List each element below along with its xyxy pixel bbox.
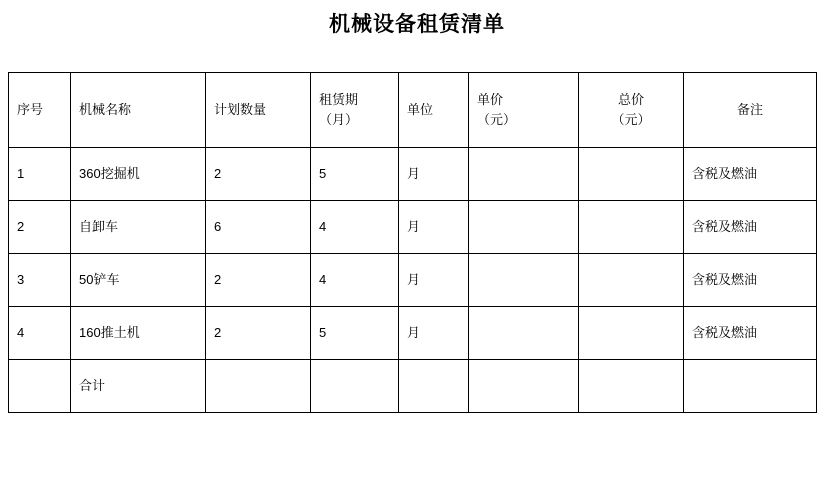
column-header-unit-price: [469, 73, 579, 148]
cell-unit: 月: [399, 307, 469, 360]
cell-total-unit: [399, 360, 469, 413]
cell-remark: 含税及燃油: [684, 254, 817, 307]
cell-index: 2: [9, 201, 71, 254]
column-header-name: [71, 73, 206, 148]
cell-name: 50铲车: [71, 254, 206, 307]
cell-index: 1: [9, 148, 71, 201]
cell-total-quantity: [206, 360, 311, 413]
column-header-unit-price-line2: （元）: [477, 112, 517, 127]
column-header-index-line1: 序号: [17, 102, 44, 117]
column-header-unit-price-line1: 单价: [477, 92, 504, 107]
cell-total-label: 合计: [71, 360, 206, 413]
document-page: [0, 10, 834, 477]
column-header-total-price: [579, 73, 684, 148]
cell-total-price: [579, 201, 684, 254]
cell-unit: 月: [399, 148, 469, 201]
cell-unit-price: [469, 254, 579, 307]
column-header-quantity: [206, 73, 311, 148]
equipment-rental-table: [8, 72, 817, 413]
column-header-unit-line1: 单位: [407, 102, 434, 117]
cell-total-unit-price: [469, 360, 579, 413]
cell-name: 自卸车: [71, 201, 206, 254]
cell-period: 5: [311, 307, 399, 360]
cell-quantity: 2: [206, 307, 311, 360]
column-header-total-price-line2: （元）: [611, 112, 651, 127]
cell-total-period: [311, 360, 399, 413]
cell-total-remark: [684, 360, 817, 413]
table-row: [9, 148, 817, 201]
cell-total-price: [579, 254, 684, 307]
cell-total-price: [579, 148, 684, 201]
cell-period: 4: [311, 201, 399, 254]
cell-quantity: 2: [206, 148, 311, 201]
cell-quantity: 2: [206, 254, 311, 307]
cell-total-index: [9, 360, 71, 413]
column-header-period: [311, 73, 399, 148]
cell-remark: 含税及燃油: [684, 307, 817, 360]
cell-total-price: [579, 307, 684, 360]
cell-index: 4: [9, 307, 71, 360]
cell-quantity: 6: [206, 201, 311, 254]
cell-remark: 含税及燃油: [684, 201, 817, 254]
cell-period: 4: [311, 254, 399, 307]
cell-name: 360挖掘机: [71, 148, 206, 201]
cell-name: 160推土机: [71, 307, 206, 360]
rental-table-container: [8, 72, 816, 413]
column-header-period-line2: （月）: [319, 112, 359, 127]
cell-unit-price: [469, 201, 579, 254]
cell-remark: 含税及燃油: [684, 148, 817, 201]
table-row: [9, 307, 817, 360]
column-header-name-line1: 机械名称: [79, 102, 132, 117]
page-title: 机械设备租赁清单: [329, 12, 505, 36]
cell-period: 5: [311, 148, 399, 201]
table-row: [9, 254, 817, 307]
cell-unit-price: [469, 307, 579, 360]
column-header-index: [9, 73, 71, 148]
column-header-unit: [399, 73, 469, 148]
column-header-remark: [684, 73, 817, 148]
table-row: [9, 201, 817, 254]
cell-unit: 月: [399, 254, 469, 307]
cell-unit: 月: [399, 201, 469, 254]
cell-index: 3: [9, 254, 71, 307]
cell-unit-price: [469, 148, 579, 201]
table-header-row: [9, 73, 817, 148]
column-header-remark-line1: 备注: [736, 102, 763, 117]
column-header-period-line1: 租赁期: [319, 92, 359, 107]
column-header-total-price-line1: 总价: [617, 92, 644, 107]
column-header-quantity-line1: 计划数量: [214, 102, 267, 117]
table-total-row: [9, 360, 817, 413]
cell-total-total-price: [579, 360, 684, 413]
